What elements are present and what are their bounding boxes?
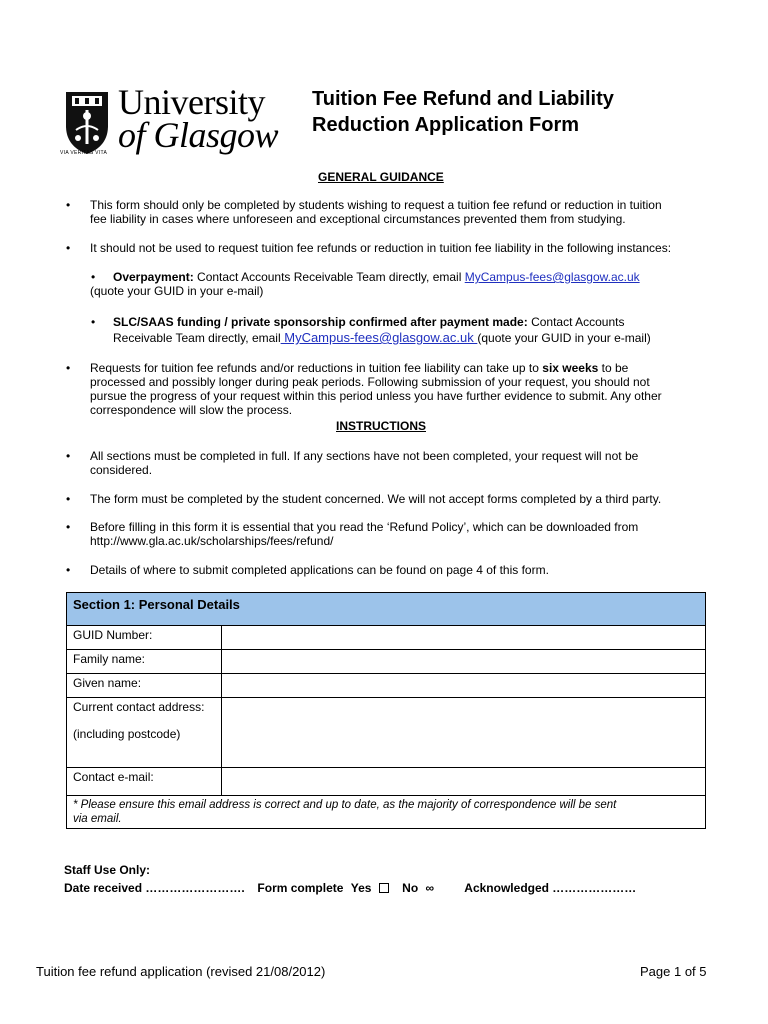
guid-input-cell[interactable] xyxy=(222,626,706,650)
bullet: • xyxy=(91,270,96,284)
instruction-item-2: The form must be completed by the student concerned. We will not accept forms completed by a third party. xyxy=(90,492,662,506)
university-wordmark: University of Glasgow xyxy=(118,82,279,155)
address-sublabel: (including postcode) xyxy=(73,727,181,741)
guidance-item-2: It should not be used to request tuition fee refunds or reduction in tuition fee liability in the following instances: xyxy=(90,241,672,255)
staff-use-title: Staff Use Only: xyxy=(64,863,151,877)
no-checkbox-symbol[interactable]: ∞ xyxy=(425,881,435,895)
instruction-item-4: Details of where to submit completed applications can be found on page 4 of this form. xyxy=(90,563,549,577)
guidance-sub-item-overpayment: Overpayment: Contact Accounts Receivable Team directly, email MyCampus-fees@glasgow.ac.uk (quote your GUID in your e-mail) xyxy=(90,270,640,298)
bullet: • xyxy=(66,520,71,534)
address-input-cell[interactable] xyxy=(222,698,706,768)
given-name-label: Given name: xyxy=(67,674,222,698)
yes-label: Yes xyxy=(350,881,372,895)
bullet: • xyxy=(66,241,71,255)
guidance-item-3: Requests for tuition fee refunds and/or reductions in tuition fee liability can take up to six weeks to be processed and possibly longer during peak periods. Following submission of your request, you should not pursue the progress of your request within this period unless you have further evidence to submit. Any other correspondence will slow the process. xyxy=(90,361,662,417)
bullet: • xyxy=(66,361,71,375)
guid-label: GUID Number: xyxy=(67,626,222,650)
date-received-field: Date received ……………………. xyxy=(64,881,245,895)
family-name-input-cell[interactable] xyxy=(222,650,706,674)
slc-saas-email-link[interactable]: MyCampus-fees@glasgow.ac.uk xyxy=(280,330,478,345)
personal-details-table xyxy=(66,592,706,829)
given-name-input-cell[interactable] xyxy=(222,674,706,698)
bullet: • xyxy=(66,198,71,212)
crest-motto: VIA VERITAS VITA xyxy=(60,150,108,156)
footer-document-info: Tuition fee refund application (revised 21/08/2012) xyxy=(36,964,326,979)
footer-page-number: Page 1 of 5 xyxy=(640,964,707,979)
bullet: • xyxy=(66,449,71,463)
bullet: • xyxy=(66,492,71,506)
address-label-cell xyxy=(67,698,222,768)
instructions-heading: INSTRUCTIONS xyxy=(336,419,426,433)
acknowledged-field: Acknowledged ………………… xyxy=(464,881,637,895)
contact-email-label: Contact e-mail: xyxy=(67,768,222,796)
guidance-sub-item-slc-saas: SLC/SAAS funding / private sponsorship confirmed after payment made: Contact Accounts Receivable Team directly, email MyCampus-fees@glasgow.ac.uk (quote your GUID in your e-mail) xyxy=(113,315,651,345)
contact-email-input-cell[interactable] xyxy=(222,768,706,796)
no-label: No xyxy=(402,881,419,895)
form-complete-label: Form complete xyxy=(257,881,344,895)
section-1-title: Section 1: Personal Details xyxy=(67,593,706,626)
overpayment-email-link[interactable]: MyCampus-fees@glasgow.ac.uk xyxy=(464,270,640,284)
bullet: • xyxy=(66,563,71,577)
instruction-item-3: Before filling in this form it is essential that you read the ‘Refund Policy’, which can be downloaded from http://www.gla.ac.uk/scholarships/fees/refund/ xyxy=(90,520,639,548)
staff-use-section xyxy=(64,861,636,897)
refund-policy-url[interactable]: http://www.gla.ac.uk/scholarships/fees/refund/ xyxy=(90,534,334,548)
yes-checkbox[interactable] xyxy=(379,883,389,893)
guidance-item-1: This form should only be completed by students wishing to request a tuition fee refund or reduction in tuition fee liability in cases where unforeseen and exceptional circumstances prevented them from studying. xyxy=(90,198,662,226)
instruction-item-1: All sections must be completed in full. If any sections have not been completed, your request will not be considered. xyxy=(90,449,639,477)
university-crest-logo xyxy=(64,90,110,156)
email-note: * Please ensure this email address is correct and up to date, as the majority of correspondence will be sent via email. xyxy=(67,796,706,829)
document-title: Tuition Fee Refund and Liability Reduction Application Form xyxy=(312,88,614,136)
address-label: Current contact address: xyxy=(73,700,205,714)
family-name-label: Family name: xyxy=(67,650,222,674)
general-guidance-heading: GENERAL GUIDANCE xyxy=(318,170,444,184)
bullet: • xyxy=(91,315,96,329)
